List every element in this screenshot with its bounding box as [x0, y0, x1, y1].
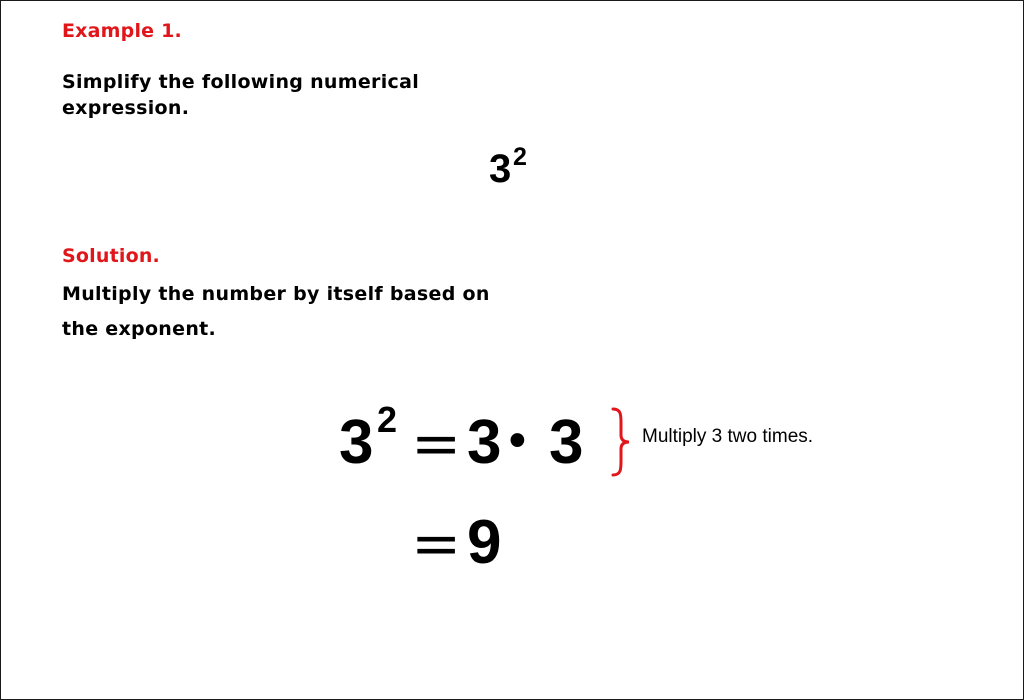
- problem-base: 3: [489, 147, 512, 191]
- instruction-line-1: Simplify the following numerical: [62, 71, 420, 93]
- example-title: Example 1.: [62, 20, 182, 42]
- step1-exponent: 2: [377, 399, 398, 440]
- step1-equals-sign: =: [411, 409, 462, 479]
- step2-equals-sign: =: [411, 509, 462, 579]
- step2-result: 9: [467, 508, 502, 577]
- solution-text-line-2: the exponent.: [62, 318, 217, 340]
- step-note: Multiply 3 two times.: [642, 426, 814, 447]
- problem-exponent: 2: [513, 143, 527, 171]
- step1-factor-1: 3: [467, 408, 502, 477]
- step1-base: 3: [339, 408, 374, 477]
- solution-title: Solution.: [62, 245, 160, 267]
- step1-multiplication-dot: •: [509, 414, 526, 467]
- instruction-line-2: expression.: [62, 97, 190, 119]
- step1-factor-2: 3: [549, 408, 584, 477]
- curly-brace-icon: [607, 407, 633, 477]
- solution-text-line-1: Multiply the number by itself based on: [62, 283, 490, 305]
